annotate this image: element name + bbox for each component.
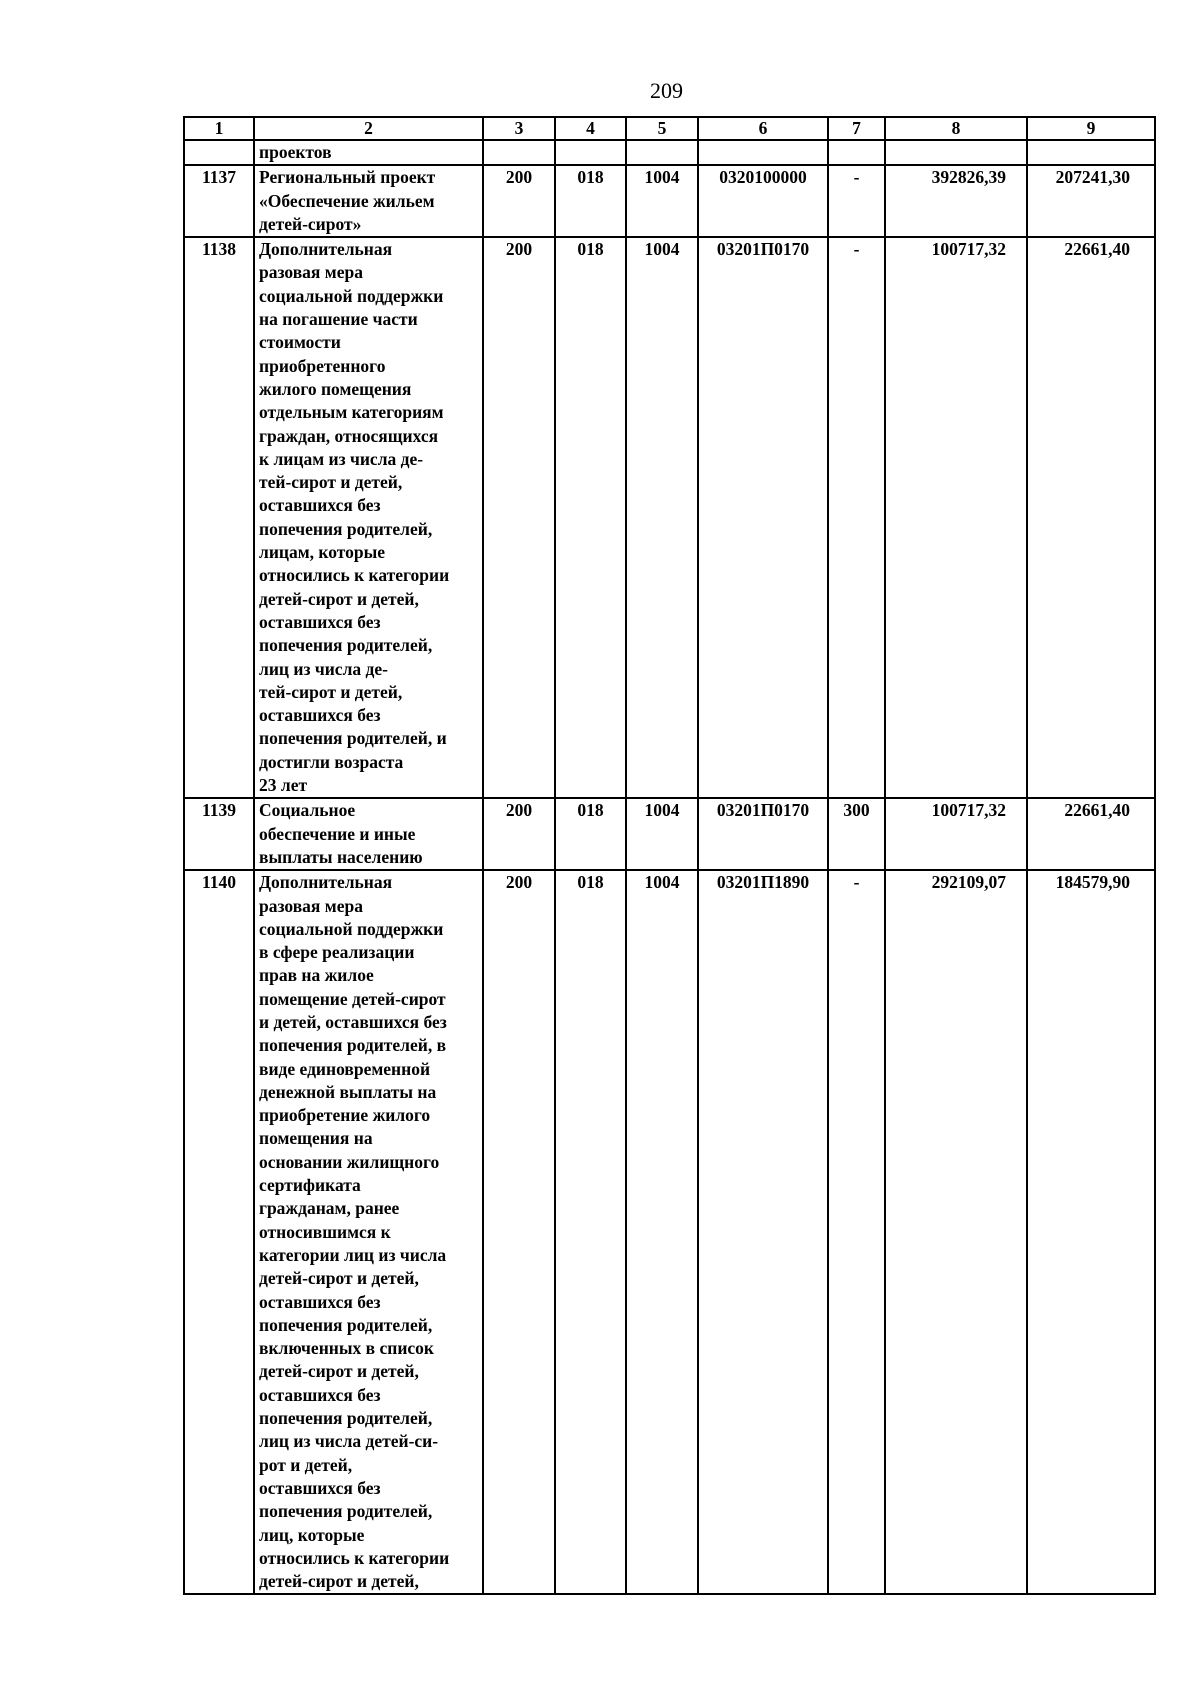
table-row [184,165,1155,237]
table-row [184,798,1155,870]
cell-col3: 200 [483,798,555,870]
row-name: Региональный проект «Обеспечение жильем детей-сирот» [254,165,483,237]
cell-col9: 184579,90 [1027,870,1155,1594]
row-name: Социальное обеспечение и иные выплаты населению [254,798,483,870]
cell-col5: 1004 [626,237,698,798]
cell-col5: 1004 [626,798,698,870]
cell-col7: 300 [828,798,885,870]
cell-col6: 03201П1890 [698,870,828,1594]
row-number: 1137 [184,165,254,237]
column-header: 9 [1027,117,1155,140]
table-row [184,870,1155,1594]
row-number [184,140,254,165]
cell-col4 [555,140,626,165]
cell-col6: 0320100000 [698,165,828,237]
row-name: Дополнительная разовая мера социальной поддержки на погашение части стоимости приобретенного жилого помещения отдельным категориям граждан, относящихся к лицам из числа де- тей-сирот и детей, оставшихся без попечения родителей, лицам, которые относились к категории детей-сирот и детей, оставшихся без попечения родителей, лиц из числа де- тей-сирот и детей, оставшихся без попечения родителей, и достигли возраста 23 лет [254,237,483,798]
column-header: 5 [626,117,698,140]
cell-col9: 22661,40 [1027,237,1155,798]
cell-col4: 018 [555,165,626,237]
cell-col5: 1004 [626,870,698,1594]
cell-col4: 018 [555,870,626,1594]
cell-col4: 018 [555,237,626,798]
column-header: 6 [698,117,828,140]
cell-col8: 392826,39 [885,165,1027,237]
cell-col5: 1004 [626,165,698,237]
column-header: 7 [828,117,885,140]
header-row [184,117,1155,140]
column-header: 8 [885,117,1027,140]
cell-col5 [626,140,698,165]
column-header: 3 [483,117,555,140]
cell-col3 [483,140,555,165]
cell-col3: 200 [483,237,555,798]
column-header: 1 [184,117,254,140]
cell-col7: - [828,237,885,798]
budget-table [183,116,1156,1595]
cell-col6: 03201П0170 [698,798,828,870]
cell-col8: 292109,07 [885,870,1027,1594]
cell-col9: 207241,30 [1027,165,1155,237]
column-header: 2 [254,117,483,140]
row-number: 1138 [184,237,254,798]
cell-col8: 100717,32 [885,798,1027,870]
cell-col3: 200 [483,870,555,1594]
cell-col7: - [828,165,885,237]
table-row [184,140,1155,165]
cell-col4: 018 [555,798,626,870]
row-number: 1139 [184,798,254,870]
row-number: 1140 [184,870,254,1594]
cell-col9 [1027,140,1155,165]
table-row [184,237,1155,798]
row-name: проектов [254,140,483,165]
cell-col6 [698,140,828,165]
row-name: Дополнительная разовая мера социальной поддержки в сфере реализации прав на жилое помещение детей-сирот и детей, оставшихся без попечения родителей, в виде единовременной денежной выплаты на приобретение жилого помещения на основании жилищного сертификата гражданам, ранее относившимся к категории лиц из числа детей-сирот и детей, оставшихся без попечения родителей, включенных в список детей-сирот и детей, оставшихся без попечения родителей, лиц из числа детей-си- рот и детей, оставшихся без попечения родителей, лиц, которые относились к категории детей-сирот и детей, [254,870,483,1594]
cell-col8 [885,140,1027,165]
cell-col7 [828,140,885,165]
cell-col9: 22661,40 [1027,798,1155,870]
cell-col3: 200 [483,165,555,237]
column-header: 4 [555,117,626,140]
page-number: 209 [650,78,683,103]
cell-col7: - [828,870,885,1594]
cell-col8: 100717,32 [885,237,1027,798]
cell-col6: 03201П0170 [698,237,828,798]
